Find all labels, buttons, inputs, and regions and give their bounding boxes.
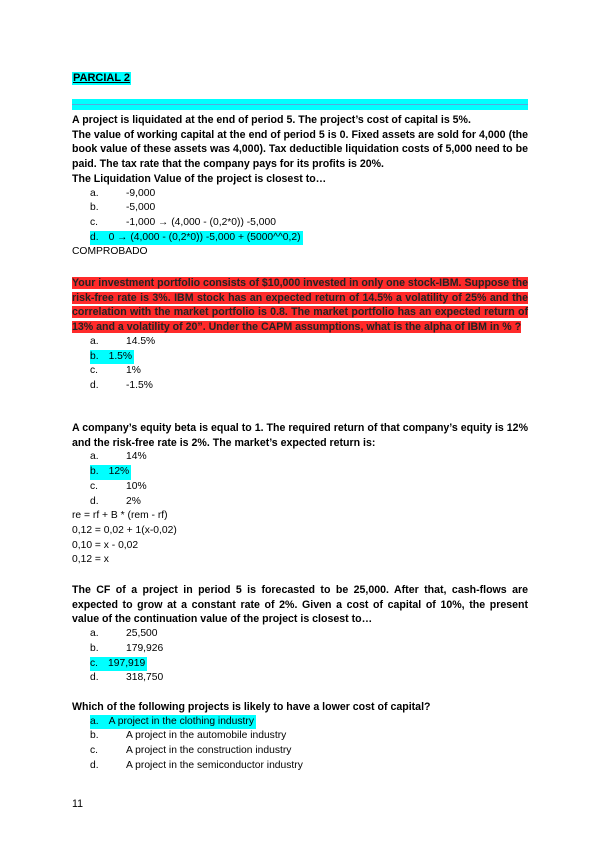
question-5-options [72, 715, 528, 774]
question-5 [72, 700, 528, 774]
working-line-4: 0,12 = x [72, 554, 109, 566]
question-3 [72, 421, 528, 568]
option-d: d. A project in the semiconductor industry [90, 759, 303, 771]
question-1-options [72, 187, 528, 246]
working-line-3: 0,10 = x - 0,02 [72, 539, 139, 551]
option-b: b. -5,000 [90, 202, 156, 214]
question-3-options [72, 450, 528, 509]
page-number: 11 [72, 798, 83, 810]
option-a-selected: a. A project in the clothing industry [72, 715, 528, 730]
option-c: c. A project in the construction industry [90, 745, 292, 757]
question-1 [72, 113, 528, 260]
option-d-selected: d. 0 → (4,000 - (0,2*0)) -5,000 + (5000^^0,2) [72, 231, 528, 246]
question-1-line-1: A project is liquidated at the end of period 5. The project’s cost of capital is 5%. [72, 114, 471, 126]
question-2-text: Your investment portfolio consists of $10,000 invested in only one stock-IBM. Suppose the risk-free rate is 3%. IBM stock has an expected return of 14.5% a volatility of 25% and the correlation with the market portfolio is 0.8. The market portfolio has an expected return of 13% and a volatility of 20”. Under the CAPM assumptions, what is the alpha of IBM in % ? [72, 277, 529, 334]
option-c-selected: c. 197,919 [72, 657, 528, 672]
question-1-line-2: The value of working capital at the end of period 5 is 0. Fixed assets are sold for 4,000 (the book value of these assets was 4,000). Tax deductible liquidation costs of 5,000 need to be paid. The tax rate that the company pays for its profits is 20%. [72, 128, 528, 171]
question-4 [72, 583, 528, 686]
option-b: b. 179,926 [90, 642, 164, 654]
verified-note: COMPROBADO [72, 246, 148, 258]
option-d: d. 2% [90, 495, 141, 507]
option-b-selected: b. 12% [72, 465, 528, 480]
question-2-options [72, 335, 528, 394]
question-5-text: Which of the following projects is likely to have a lower cost of capital? [72, 701, 431, 713]
option-a: a. -9,000 [90, 187, 156, 199]
option-a: a. 25,500 [90, 628, 158, 640]
question-3-text: A company’s equity beta is equal to 1. The required return of that company’s equity is 12% and the risk-free rate is 2%. The market’s expected return is: [72, 422, 528, 449]
option-a: a. 14% [90, 451, 147, 463]
option-a: a. 14.5% [90, 335, 156, 347]
question-4-options [72, 627, 528, 686]
option-c: c. 1% [90, 365, 141, 377]
option-c: c. 10% [90, 480, 147, 492]
option-b-selected: b. 1.5% [72, 350, 528, 365]
option-d: d. 318,750 [90, 672, 164, 684]
question-1-line-3: The Liquidation Value of the project is closest to… [72, 172, 327, 185]
page-title: PARCIAL 2 [73, 72, 131, 84]
question-2 [72, 276, 528, 394]
highlighted-divider [72, 99, 528, 110]
working-line-1: re = rf + B * (rem - rf) [72, 510, 168, 522]
option-c: c. -1,000 → (4,000 - (0,2*0)) -5,000 [90, 216, 276, 228]
question-4-text: The CF of a project in period 5 is forecasted to be 25,000. After that, cash-flows are expected to grow at a constant rate of 2%. Given a cost of capital of 10%, the present value of the continuation value of the project is closest to… [72, 584, 528, 626]
working-line-2: 0,12 = 0,02 + 1(x-0,02) [72, 524, 177, 536]
option-b: b. A project in the automobile industry [90, 730, 287, 742]
option-d: d. -1.5% [90, 379, 153, 391]
